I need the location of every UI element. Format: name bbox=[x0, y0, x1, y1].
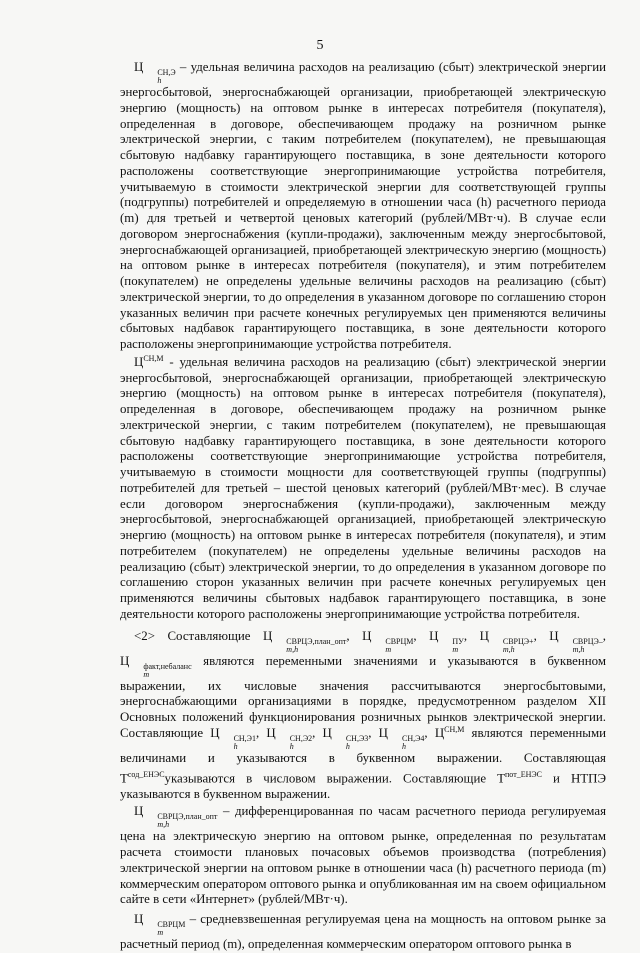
formula-symbol: Ц СВРЦЭ,план_опт m,h bbox=[262, 628, 347, 654]
formula-symbol: Ц СН,Э2 h bbox=[266, 725, 313, 751]
formula-symbol: $Ц^{СН,М}$ bbox=[434, 724, 465, 740]
formula-symbol: Ц СН,Э4 h bbox=[378, 725, 425, 751]
formula-symbol: Ц СВРЦЭ+ m,h bbox=[479, 628, 534, 654]
formula-superscript: пот_ЕНЭС bbox=[505, 769, 542, 779]
paragraph-text: указываются в числовом выражении. Составляющие Т bbox=[164, 770, 506, 785]
paragraph-4 bbox=[120, 804, 606, 908]
formula-symbol: $Ц^{СН,М}$ bbox=[134, 353, 164, 369]
formula-symbol: Ц ПУ m bbox=[429, 628, 464, 654]
paragraph-5 bbox=[120, 912, 606, 953]
formula-symbol: Ц СН,Э1 h bbox=[210, 725, 256, 751]
paragraph-3: <2> Составляющие Ц СВРЦЭ,план_опт m,h , Ц СВРЦМ m , Ц ПУ m , Ц СВРЦЭ+ m,h , Ц СВРЦЭ– m,h , Ц факт,небаланс m являются переменными значениями и указываются в буквенном выражении, их числовые значения рассчитываются энергосбытовыми, энергоснабжающими организациями в порядке, предусмотренном разделом XII Основных положений функционирования розничных рынков электрической энергии. Составляющие Ц СН,Э1 h , Ц СН,Э2 h , Ц СН,Э3 h , Ц СН,Э4 h , $Ц^{СН,М}$ являются переменными величинами и указываются в буквенном выражении. Составляющая $Т^{сод\_ЕНЭС}указываются$ в числовом выражении. Составляющие $Т^{пот\_ЕНЭС}$ и НТПЭ указываются в буквенном выражении. bbox=[120, 628, 607, 801]
formula-symbol: Ц СН,Э h bbox=[134, 60, 176, 85]
formula-symbol: Ц СВРЦМ m bbox=[134, 912, 186, 938]
document-body bbox=[120, 60, 606, 953]
paragraph-text: - удельная величина расходов на реализацию (сбыт) электрической энергии энергосбытовой, энергоснабжающей организации, приобретающей электрическую энергию (мощность) на оптовом рынке в интересах потребителя (покупателя), определенная в договоре, обеспечивающем продажу на розничном рынке электрической энергии, с таким потребителем (покупателем), не превышающая сбытовую надбавку гарантирующего поставщика, в зоне деятельности которого расположены соответствующие энергопринимающие устройства потребителя, учитываемую в стоимости мощности для соответствующей группы (подгруппы) потребителей для третьей – шестой ценовых категорий (рублей/МВт·мес). В случае если договором энергоснабжения (купли-продажи), заключенным между энергосбытовой, энергоснабжающей организацией, приобретающей электрическую энергию (мощность) на оптовом рынке в интересах потребителя (покупателя), и этим потребителем (покупателем) не определены удельные величины расходов на реализацию (сбыт) электрической энергии, то до определения в указанном договоре по соглашению сторон указанных величин при расчете конечных регулируемых цен применяются величины сбытовых надбавок гарантирующего поставщика, в зоне деятельности которого расположены энергопринимающие устройства потребителя. bbox=[120, 354, 606, 621]
formula-symbol: Ц СВРЦЭ,план_опт m,h bbox=[134, 804, 218, 830]
paragraph-2 bbox=[120, 355, 606, 623]
formula-symbol: Ц СН,Э3 h bbox=[322, 725, 369, 751]
formula-symbol: Ц СВРЦМ m bbox=[362, 628, 414, 654]
paragraph-text: и НТПЭ указываются в буквенном выражении. bbox=[120, 770, 606, 801]
paragraph-text: – дифференцированная по часам расчетного периода регулируемая цена на электрическую энергию на оптовом рынке, определенная по результатам расчета стоимости плановых почасовых объемов производства (потребления) электрической энергии на оптовом рынке в отношении часа (h) расчетного периода (m) коммерческим оператором оптового рынка и опубликованная им на своем официальном сайте в сети «Интернет» (рублей/МВт·ч). bbox=[120, 804, 606, 907]
formula-symbol: Ц СВРЦЭ– m,h bbox=[549, 628, 603, 654]
formula-symbol: Ц факт,небаланс m bbox=[120, 653, 192, 679]
page-number: 5 bbox=[316, 38, 324, 53]
paragraph-text: являются переменными значениями и указываются в буквенном выражении, их числовые значения рассчитываются энергосбытовыми, энергоснабжающими организациями в порядке, предусмотренном разделом XII Основных положений функционирования розничных рынков электрической энергии. Составляющие bbox=[120, 653, 606, 740]
paragraph-text: <2> Составляющие bbox=[134, 628, 263, 643]
paragraph-text: являются переменными величинами и указываются в буквенном выражении. Составляющая Т bbox=[120, 725, 607, 785]
paragraph-text: – удельная величина расходов на реализацию (сбыт) электрической энергии энергосбытовой, энергоснабжающей организации, приобретающей электрическую энергию (мощность) на оптовом рынке в интересах потребителя (покупателя), определенная в договоре, обеспечивающем продажу на розничном рынке электрической энергии, с таким потребителем (покупателем), не превышающая сбытовую надбавку гарантирующего поставщика, в зоне деятельности которого расположены соответствующие энергопринимающие устройства потребителя, учитываемую в стоимости электрической энергии для соответствующей группы (подгруппы) потребителей и определяемую в отношении часа (h) расчетного периода (m) для третьей и четвертой ценовых категорий (рублей/МВт·ч). В случае если договором энергоснабжения (купли-продажи), заключенным между энергосбытовой, энергоснабжающей организацией, приобретающей электрическую энергию (мощность) на оптовом рынке в интересах потребителя (покупателя), и этим потребителем (покупателем) не определены удельные величины расходов на реализацию (сбыт) электрической энергии, то до определения в указанном договоре по соглашению сторон указанных величин при расчете конечных регулируемых цен применяются величины сбытовых надбавок гарантирующего поставщика, в зоне деятельности которого расположены энергопринимающие устройства потребителя. bbox=[120, 60, 606, 351]
formula-superscript: сод_ЕНЭС bbox=[127, 769, 165, 779]
paragraph-1 bbox=[120, 60, 606, 353]
paragraph-text: – средневзвешенная регулируемая цена на мощность на оптовом рынке за расчетный период (m), определенная коммерческим оператором оптового рынка в bbox=[120, 912, 606, 952]
